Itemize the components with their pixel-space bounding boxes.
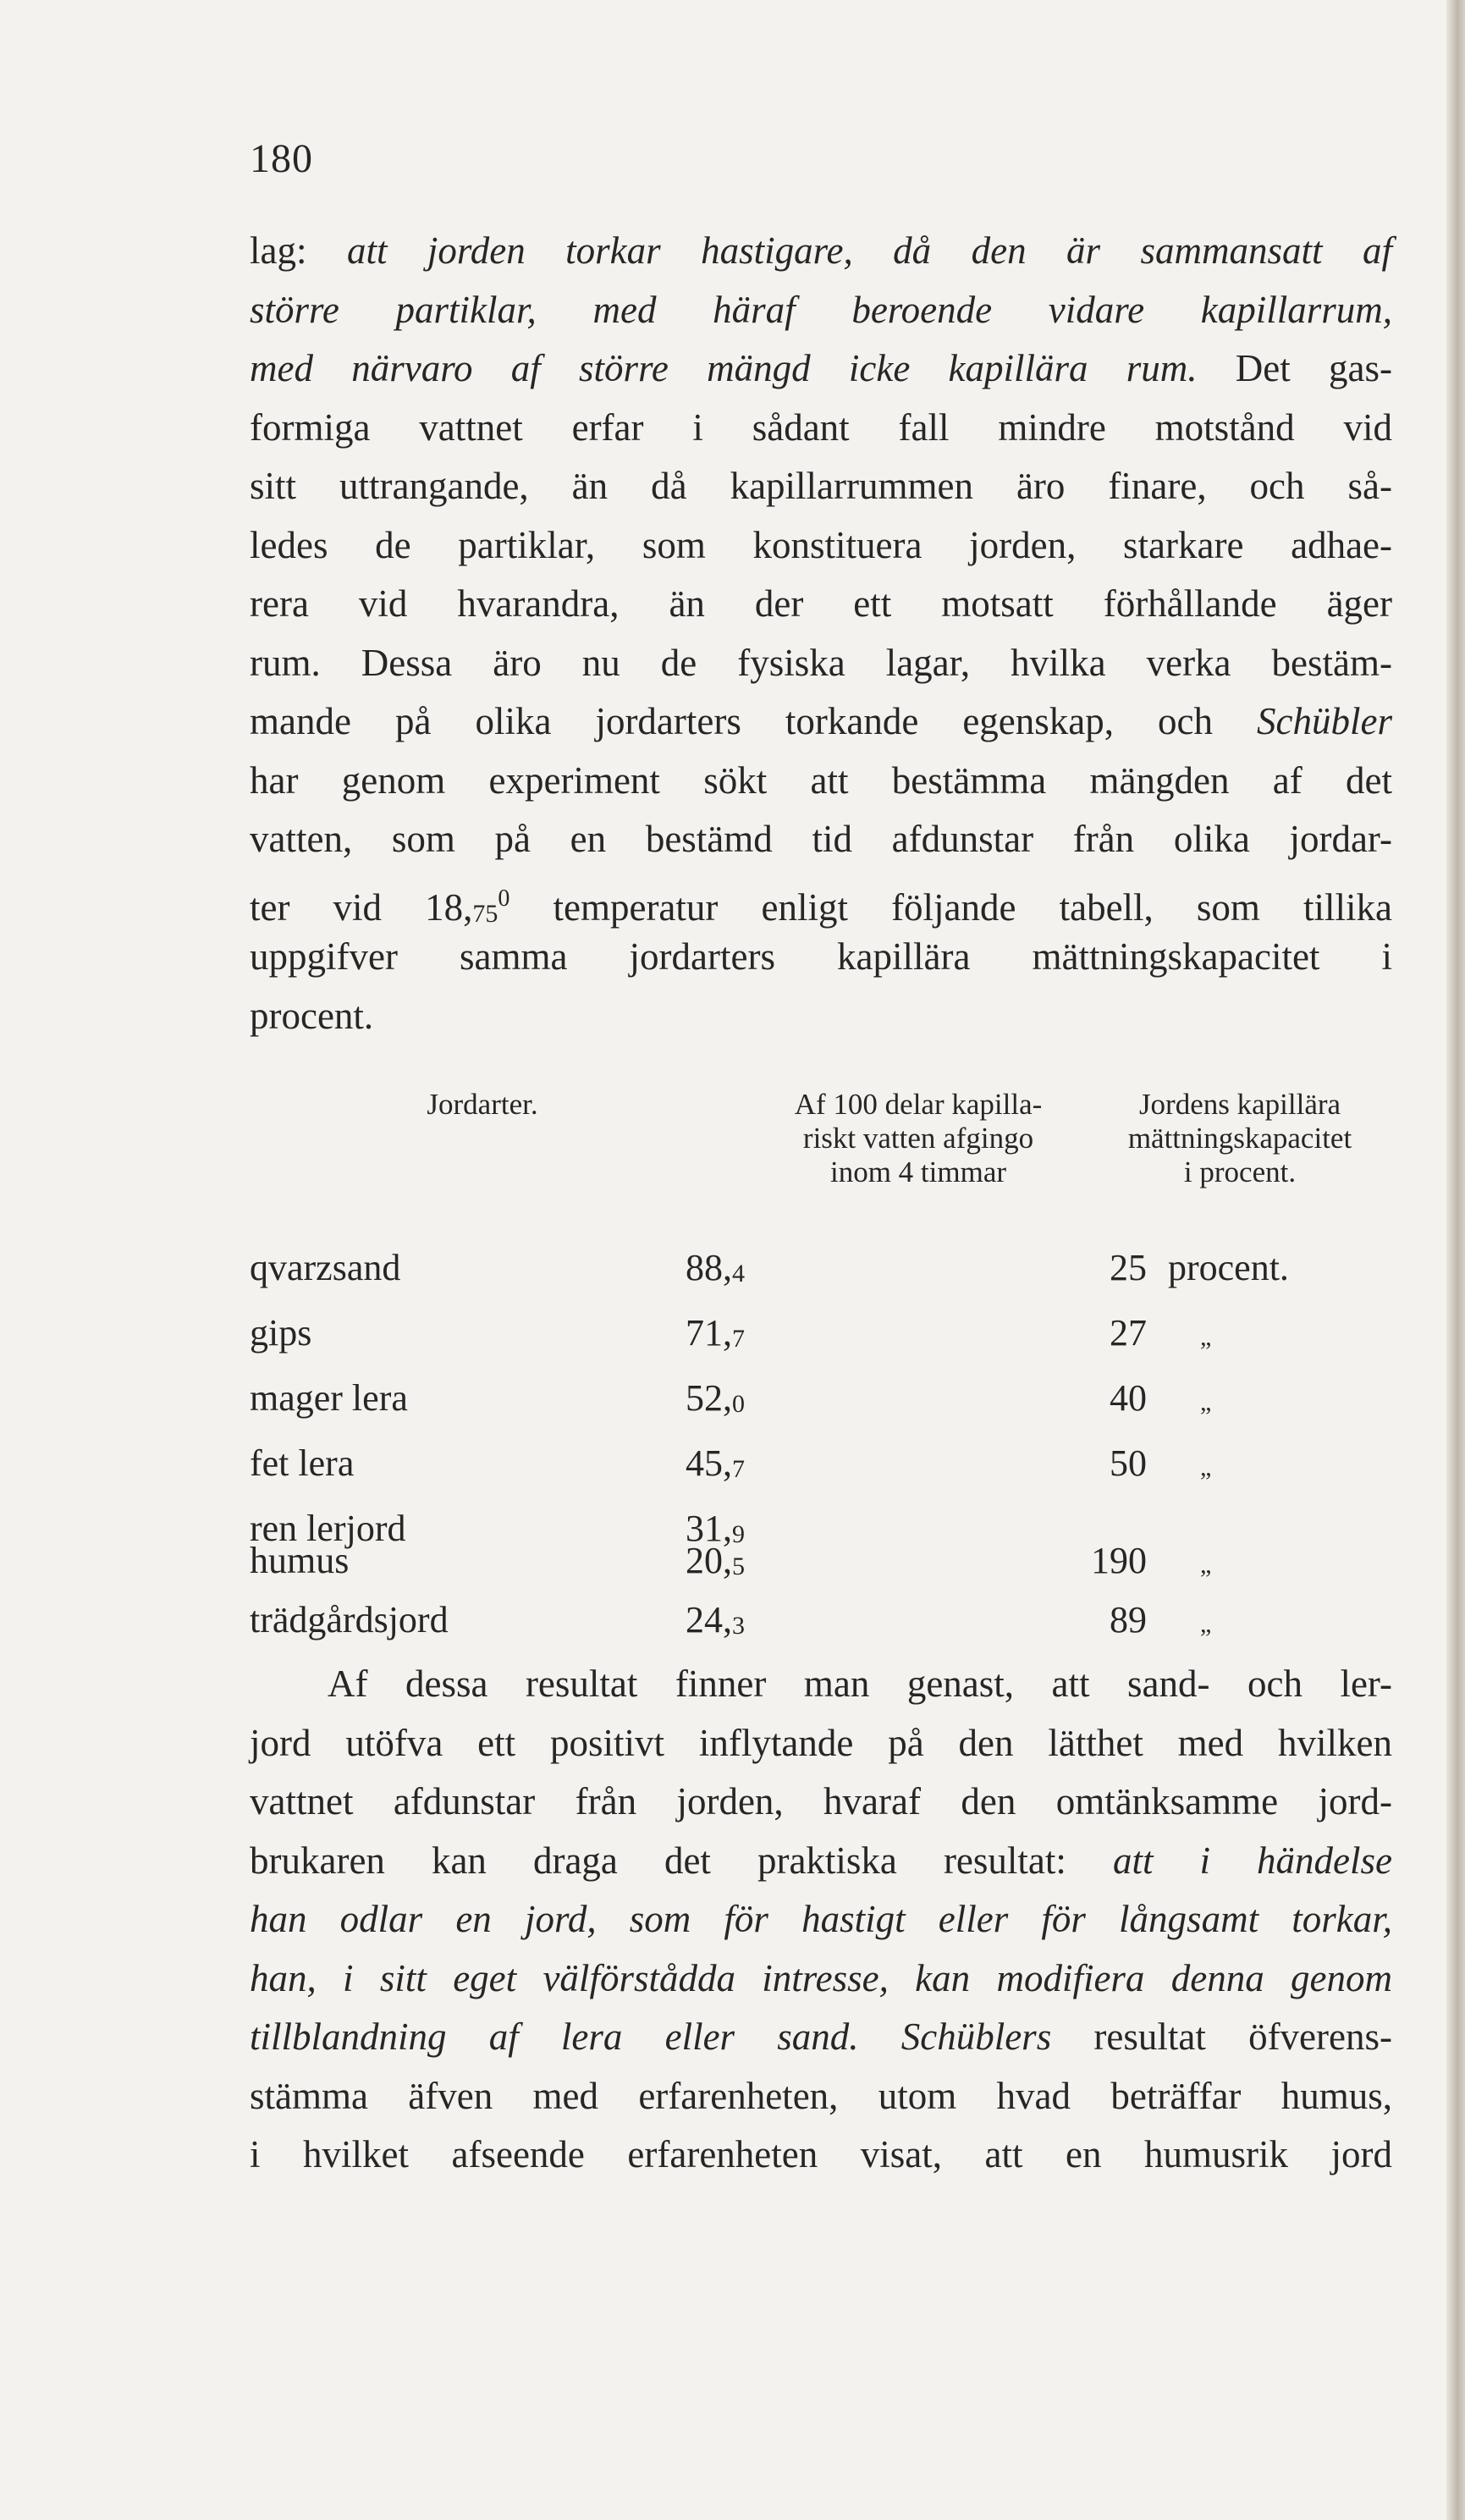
soil-name: gips — [250, 1312, 312, 1354]
ditto-mark: „ — [1200, 1323, 1212, 1351]
page-number: 180 — [250, 136, 313, 181]
line: större partiklar, med häraf beroende vidare kapillarrum, — [250, 288, 1392, 331]
ditto-mark: „ — [1200, 1610, 1212, 1638]
ditto-mark: „ — [1200, 1388, 1212, 1416]
line: jord utöfva ett positivt inflytande på den lätthet med hvilken — [250, 1721, 1392, 1764]
line: formiga vattnet erfar i sådant fall mindre motstånd vid — [250, 405, 1392, 449]
line: han odlar en jord, som för hastigt eller för långsamt torkar, — [250, 1898, 1392, 1940]
line: ter vid 18,75$^0$ temperatur enligt följande tabell, som tillika — [250, 885, 1392, 929]
line: stämma äfven med erfarenheten, utom hvad beträffar humus, — [250, 2074, 1392, 2117]
paragraph-2 — [250, 1655, 1392, 2185]
evaporation-value: 24,3 — [686, 1599, 745, 1640]
line: brukaren kan draga det praktiska resultat: att i händelse — [250, 1839, 1393, 1882]
evaporation-value: 31,9 — [686, 1508, 745, 1549]
capacity-value: 190 — [1091, 1540, 1147, 1581]
line: har genom experiment sökt att bestämma mängden af det — [250, 758, 1392, 802]
ditto-mark: „ — [1200, 1551, 1212, 1579]
evaporation-value: 20,5 — [686, 1540, 745, 1581]
line: Af dessa resultat finner man genast, att sand- och ler- — [328, 1663, 1392, 1705]
soil-name: humus — [250, 1540, 350, 1581]
evaporation-value: 71,7 — [686, 1312, 745, 1354]
evaporation-value: 45,7 — [686, 1442, 745, 1484]
evaporation-value: 88,4 — [686, 1247, 745, 1288]
line: han, i sitt eget välförstådda intresse, kan modifiera denna genom — [250, 1956, 1392, 1999]
line: procent. — [250, 994, 374, 1037]
line: vattnet afdunstar från jorden, hvaraf den omtänksamme jord- — [250, 1780, 1392, 1822]
soil-name: fet lera — [250, 1442, 355, 1484]
line: i hvilket afseende erfarenheten visat, att en humusrik jord — [250, 2133, 1392, 2175]
soil-name: ren lerjord — [250, 1508, 406, 1549]
table-header — [250, 1088, 1392, 1223]
soil-name: trädgårdsjord — [250, 1599, 449, 1640]
line: ledes de partiklar, som konstituera jorden, starkare adhae- — [250, 523, 1392, 566]
table-row — [0, 1311, 1465, 1377]
line: med närvaro af större mängd icke kapillära rum. Det gas- — [250, 347, 1392, 389]
ditto-mark: „ — [1200, 1453, 1212, 1481]
header-evaporation: Af 100 delar kapilla- riskt vatten afgingo inom 4 timmar — [794, 1088, 1043, 1188]
line: rum. Dessa äro nu de fysiska lagar, hvilka verka bestäm- — [250, 641, 1392, 684]
line: sitt uttrangande, än då kapillarrummen äro finare, och så- — [250, 465, 1392, 507]
line: uppgifver samma jordarters kapillära mättningskapacitet i — [250, 935, 1392, 978]
evaporation-value: 52,0 — [686, 1377, 745, 1419]
paragraph-1 — [250, 222, 1392, 1045]
line: rera vid hvarandra, än der ett motsatt förhållande äger — [250, 582, 1392, 625]
capacity-value: 50 — [1110, 1442, 1147, 1484]
line: vatten, som på en bestämd tid afdunstar från olika jordar- — [250, 818, 1392, 860]
capacity-value: 40 — [1110, 1377, 1147, 1419]
unit-label: procent. — [1168, 1247, 1289, 1288]
capacity-value: 89 — [1110, 1599, 1147, 1640]
line: tillblandning af lera eller sand. Schüblers resultat öfverens- — [250, 2015, 1392, 2058]
line: mande på olika jordarters torkande egenskap, och Schübler — [250, 700, 1392, 742]
table-row — [0, 1539, 1465, 1605]
soil-name: qvarzsand — [250, 1247, 401, 1288]
table-row — [0, 1246, 1465, 1312]
line: lag: att jorden torkar hastigare, då den är sammansatt af — [250, 229, 1392, 272]
table-row — [0, 1376, 1465, 1442]
table-row — [0, 1480, 1465, 1549]
header-jordarter: Jordarter. — [427, 1088, 538, 1121]
soil-name: mager lera — [250, 1377, 408, 1419]
capacity-value: 25 — [1110, 1247, 1147, 1288]
header-capacity: Jordens kapillära mättningskapacitet i procent. — [1127, 1088, 1352, 1188]
capacity-value: 27 — [1110, 1312, 1147, 1354]
